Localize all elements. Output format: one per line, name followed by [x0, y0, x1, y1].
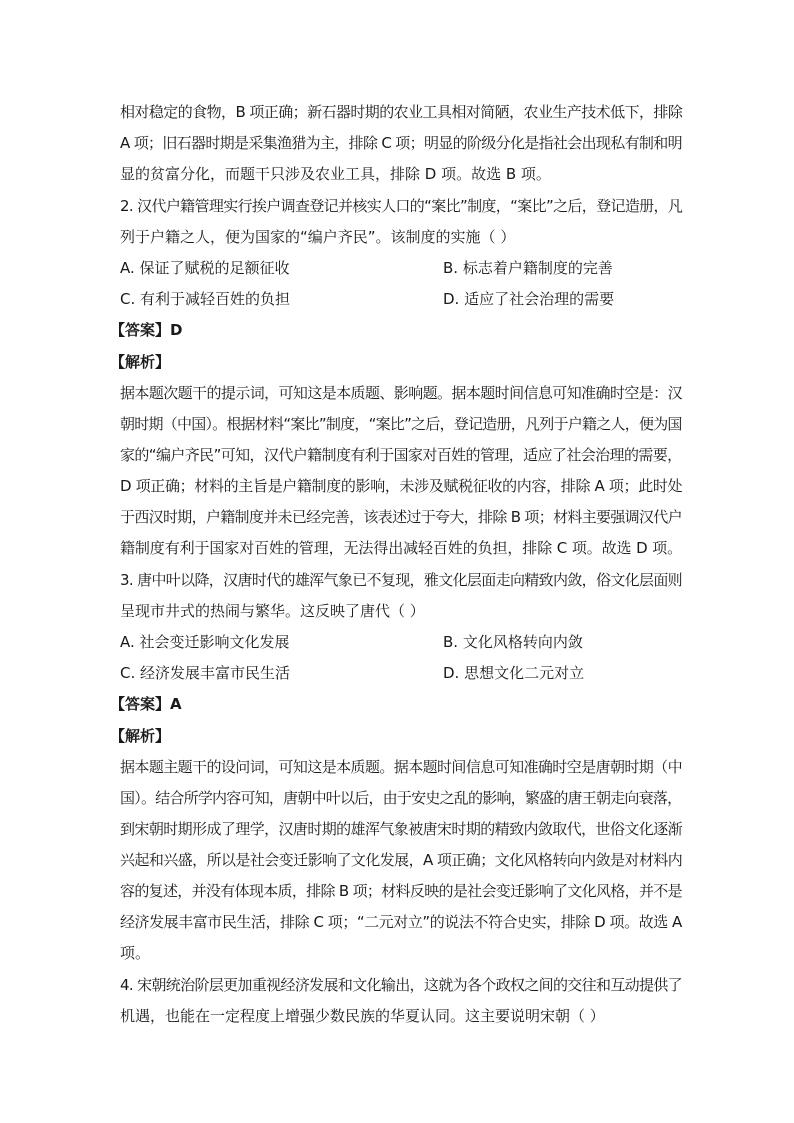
q2-analysis-line-6: 籍制度有利于国家对百姓的管理，无法得出减轻百姓的负担，排除 C 项。故选 D 项。	[120, 539, 683, 557]
q3-analysis-line-4: 兴起和兴盛，所以是社会变迁影响了文化发展，A 项正确；文化风格转向内敛是对材料内	[120, 851, 683, 869]
q2-option-d: D. 适应了社会治理的需要	[443, 290, 615, 308]
q4-stem-line-1: 4. 宋朝统治阶层更加重视经济发展和文化输出，这就为各个政权之间的交往和互动提供了	[120, 976, 683, 994]
q2-option-b: B. 标志着户籍制度的完善	[443, 259, 613, 277]
q3-analysis-label: 【解析】	[110, 727, 171, 745]
q3-analysis-line-1: 据本题主题干的设问词，可知这是本质题。据本题时间信息可知准确时空是唐朝时期（中	[120, 758, 682, 776]
q3-option-b: B. 文化风格转向内敛	[443, 633, 583, 651]
q2-analysis-line-2: 朝时期（中国）。根据材料“案比”制度，“案比”之后，登记造册，凡列于户籍之人，便为国	[120, 415, 682, 433]
q3-analysis-line-7: 项。	[120, 944, 151, 962]
q3-answer: 【答案】A	[110, 695, 182, 713]
q3-stem-line-1: 3. 唐中叶以降，汉唐时代的雄浑气象已不复现，雅文化层面走向精致内敛，俗文化层面则	[120, 571, 683, 589]
q3-analysis-line-3: 到宋朝时期形成了理学，汉唐时期的雄浑气象被唐宋时期的精致内敛取代，世俗文化逐渐	[120, 820, 682, 838]
q2-option-a: A. 保证了赋税的足额征收	[120, 259, 290, 277]
intro-line-3: 显的贫富分化，而题干只涉及农业工具，排除 D 项。故选 B 项。	[120, 165, 551, 183]
q3-analysis-line-6: 经济发展丰富市民生活，排除 C 项；“二元对立”的说法不符合史实，排除 D 项。故选 A	[120, 913, 682, 931]
q2-analysis-line-3: 家的“编户齐民”可知，汉代户籍制度有利于国家对百姓的管理，适应了社会治理的需要，	[120, 446, 682, 464]
q3-stem-line-2: 呈现市井式的热闹与繁华。这反映了唐代（ ）	[120, 602, 425, 620]
q2-stem-line-2: 列于户籍之人，便为国家的“编户齐民”。该制度的实施（ ）	[120, 228, 516, 246]
intro-line-2: A 项；旧石器时期是采集渔猎为主，排除 C 项；明显的阶级分化是指社会出现私有制和明	[120, 134, 682, 152]
q3-option-c: C. 经济发展丰富市民生活	[120, 664, 291, 682]
q2-option-c: C. 有利于减轻百姓的负担	[120, 290, 291, 308]
q3-analysis-line-5: 容的复述，并没有体现本质，排除 B 项；材料反映的是社会变迁影响了文化风格，并不是	[120, 882, 682, 900]
q2-analysis-line-1: 据本题次题干的提示词，可知这是本质题、影响题。据本题时间信息可知准确时空是：汉	[120, 384, 682, 402]
q3-option-d: D. 思想文化二元对立	[443, 664, 585, 682]
q3-option-a: A. 社会变迁影响文化发展	[120, 633, 290, 651]
intro-line-1: 相对稳定的食物，B 项正确；新石器时期的农业工具相对简陋，农业生产技术低下，排除	[120, 103, 683, 121]
q2-stem-line-1: 2. 汉代户籍管理实行挨户调查登记并核实人口的“案比”制度，“案比”之后，登记造册，凡	[120, 197, 683, 215]
q2-answer: 【答案】D	[110, 321, 183, 339]
q4-stem-line-2: 机遇，也能在一定程度上增强少数民族的华夏认同。这主要说明宋朝（ ）	[120, 1007, 605, 1025]
q2-analysis-label: 【解析】	[110, 353, 171, 371]
q2-analysis-line-4: D 项正确；材料的主旨是户籍制度的影响，未涉及赋税征收的内容，排除 A 项；此时处	[120, 477, 683, 495]
q3-analysis-line-2: 国）。结合所学内容可知，唐朝中叶以后，由于安史之乱的影响，繁盛的唐王朝走向衰落，	[120, 789, 682, 807]
q2-analysis-line-5: 于西汉时期，户籍制度并未已经完善，该表述过于夸大，排除 B 项；材料主要强调汉代户	[120, 508, 682, 526]
